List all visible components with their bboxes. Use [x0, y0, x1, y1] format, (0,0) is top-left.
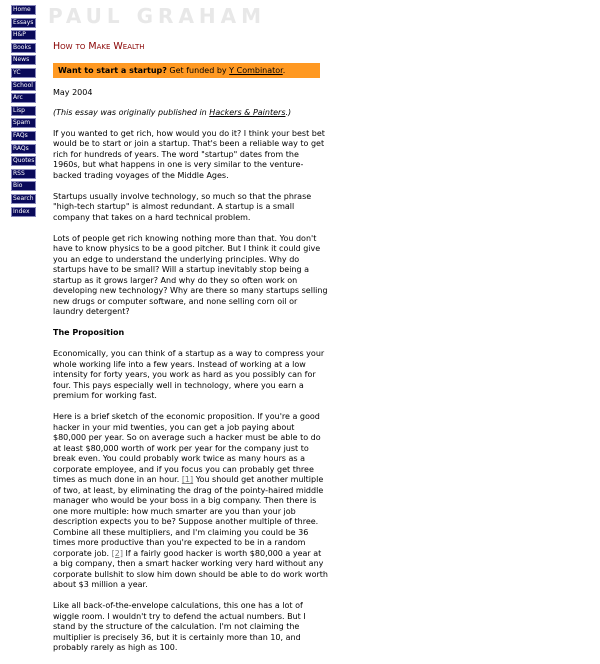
- nav-bio-button[interactable]: Bio: [11, 181, 36, 191]
- publication-note: [53, 108, 328, 119]
- yc-link[interactable]: Y Combinator: [229, 66, 283, 75]
- paragraph-3: Lots of people get rich knowing nothing more than that. You don't have to know physics to be a good pitcher. But I think it could give you an edge to understand the underlying principles. Why do startups have to be small? Will a startup inevitably stop being a startup as it grows larger? And why do they so often work on developing new technology? Why are there so many startups selling new drugs or computer software, and none selling corn oil or laundry detergent?: [53, 233, 328, 316]
- essay-date: May 2004: [53, 88, 93, 97]
- promo-headline: Want to start a startup?: [58, 66, 167, 75]
- paragraph-5-part-c: If a fairly good hacker is worth $80,000 a year at a big company, then a smart hacker working very hard without any corporate bullshit to slow him down should be able to do work worth about $3 million a year.: [53, 548, 328, 589]
- note-suffix: .): [285, 107, 292, 117]
- nav-quotes-button[interactable]: Quotes: [13, 157, 35, 165]
- nav-search-button[interactable]: Search: [11, 194, 36, 204]
- paragraph-5-part-b: You should get another multiple of two, at least, by eliminating the drag of the pointy-haired middle manager who would be your boss in a big company. Then there is one more multiple: how much smarter are you than your job description expects you to be? Suppose another multiple of three. Combine all these multipliers, and I'm claiming you could be 36 times more productive than you're expected to be in a random corporate job.: [53, 475, 324, 558]
- nav-lisp-button[interactable]: Lisp: [11, 106, 36, 116]
- paragraph-2: Startups usually involve technology, so much so that the phrase "high-tech startup" is almost redundant. A startup is a small company that takes on a hard technical problem.: [53, 191, 312, 222]
- nav-home-button[interactable]: Home: [11, 5, 36, 15]
- footnote-1-link[interactable]: [1]: [181, 475, 194, 484]
- nav-spam-button[interactable]: Spam: [11, 118, 36, 128]
- site-masthead: PAUL GRAHAM: [48, 4, 267, 28]
- nav-index-button[interactable]: Index: [11, 207, 36, 217]
- hackers-painters-link[interactable]: Hackers & Painters: [209, 107, 286, 117]
- nav-arc-button[interactable]: Arc: [11, 93, 36, 103]
- nav-faqs-button[interactable]: FAQs: [11, 131, 36, 141]
- nav-raqs-button[interactable]: RAQs: [11, 144, 36, 154]
- promo-text: Get funded by: [166, 66, 230, 75]
- paragraph-1: If you wanted to get rich, how would you do it? I think your best bet would be to start or join a startup. That's been a reliable way to get rich for hundreds of years. The word "startup" dates from the 1960s, but what happens in one is very similar to the venture-backed trading voyages of the Middle Ages.: [53, 128, 325, 180]
- paragraph-5-part-a: Here is a brief sketch of the economic proposition. If you're a good hacker in your mid twenties, you can get a job paying about $80,000 per year. So on average such a hacker must be able to do at least $80,000 worth of work per year for the company just to break even. You could probably work twice as many hours as a corporate employee, and if you focus you can probably get three times as much done in an hour.: [53, 412, 321, 484]
- paragraph-5: [53, 412, 328, 591]
- nav-books-button[interactable]: Books: [11, 43, 36, 53]
- footnote-2-link[interactable]: [2]: [111, 548, 123, 558]
- paragraph-6: Like all back-of-the-envelope calculations, this one has a lot of wiggle room. I wouldn't try to defend the actual numbers. But I stand by the structure of the calculation. I'm not claiming the multiplier is precisely 36, but it is certainly more than 10, and probably rarely as high as 100.: [53, 601, 306, 652]
- promo-banner: [53, 63, 320, 78]
- nav-essays-button[interactable]: Essays: [11, 18, 36, 28]
- essay-title: How to Make Wealth: [53, 41, 145, 52]
- nav-rss-button[interactable]: RSS: [11, 169, 36, 179]
- section-heading: The Proposition: [53, 328, 125, 337]
- sidebar-nav: [11, 5, 37, 219]
- nav-school-button[interactable]: School: [11, 81, 36, 91]
- nav-news-button[interactable]: News: [11, 55, 36, 65]
- nav-hp-button[interactable]: H&P: [11, 30, 36, 40]
- promo-end: .: [282, 66, 286, 75]
- essay-body: [53, 88, 328, 664]
- nav-yc-button[interactable]: YC: [11, 68, 36, 78]
- note-prefix: (This essay was originally published in: [53, 107, 210, 117]
- paragraph-4: Economically, you can think of a startup as a way to compress your whole working life into a few years. Instead of working at a low intensity for forty years, you work as hard as you possibly can for four. This pays especially well in technology, where you earn a premium for working fast.: [53, 349, 325, 400]
